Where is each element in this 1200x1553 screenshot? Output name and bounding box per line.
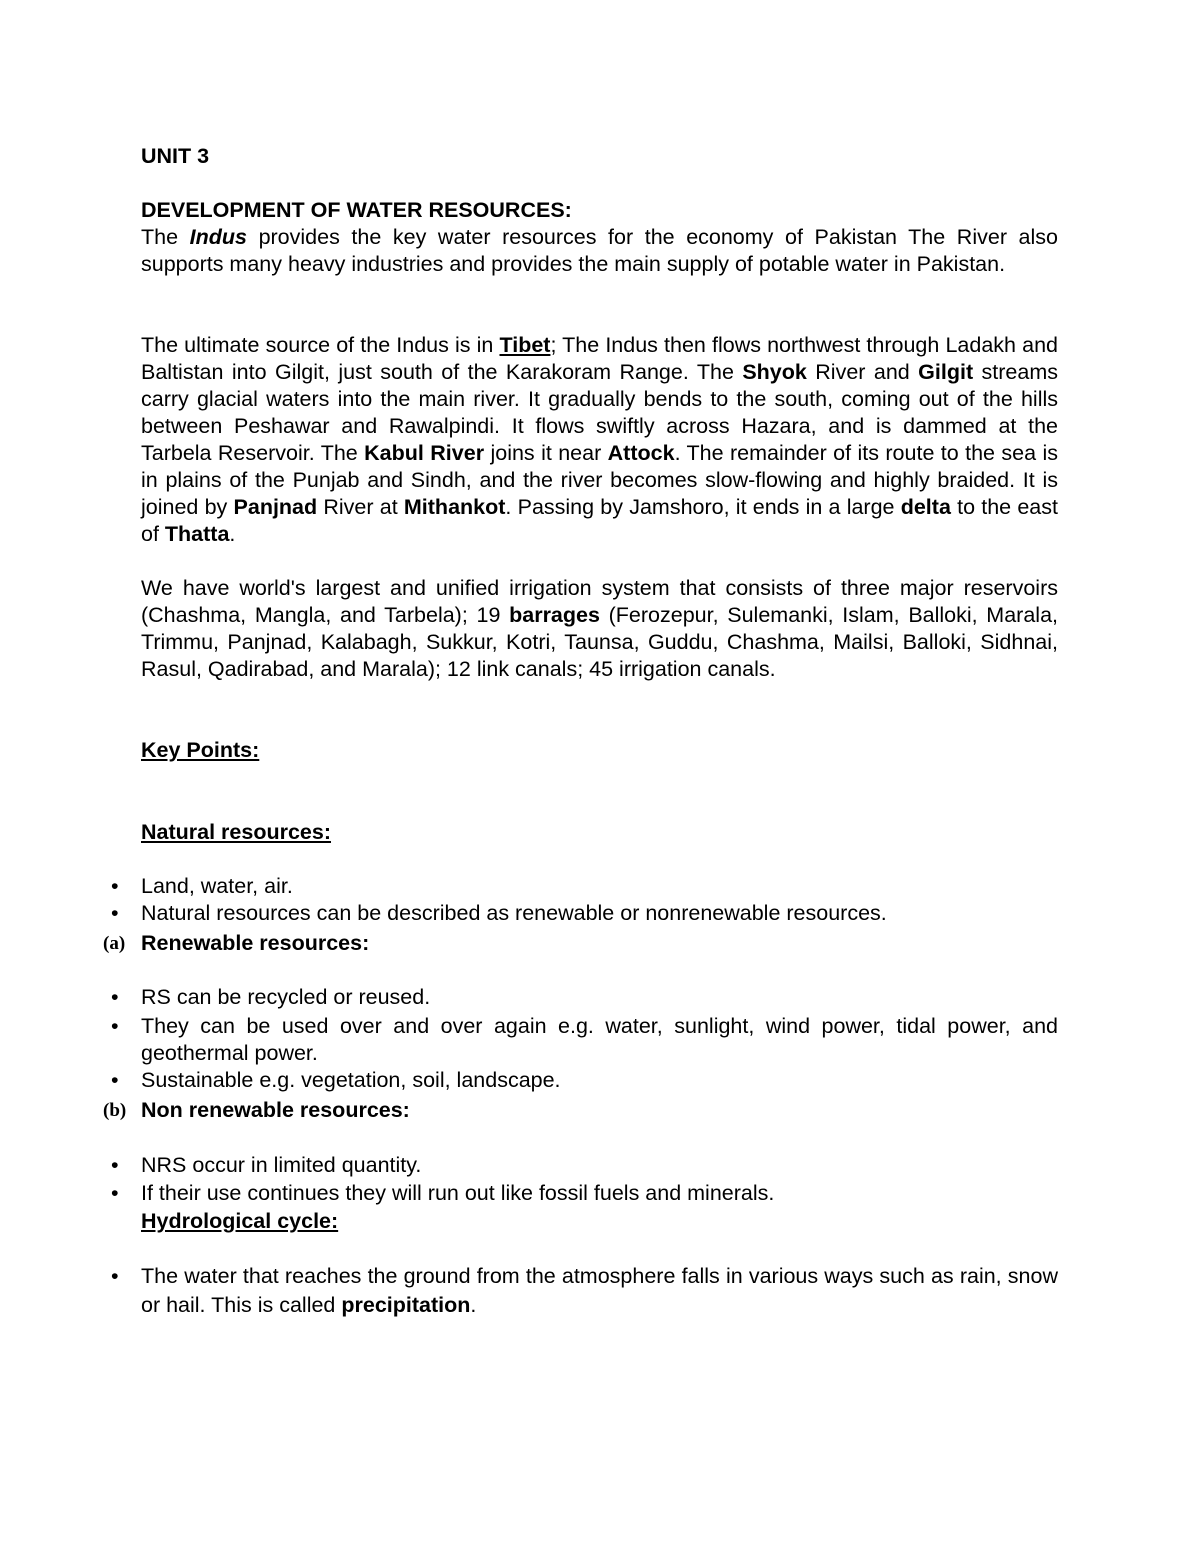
intro-paragraph: The Indus provides the key water resources for the economy of Pakistan The River also supports many heavy industries and provides the main supply of potable water in Pakistan.: [141, 225, 1058, 276]
hydrological-list: [111, 1262, 1058, 1320]
indus-course-paragraph: The ultimate source of the Indus is in Tibet; The Indus then flows northwest through Ladakh and Baltistan into Gilgit, just south of the Karakoram Range. The Shyok River and Gilgit streams carry glacial waters into the main river. It gradually bends to the south, coming out of the hills between Peshawar and Rawalpindi. It flows swiftly across Hazara, and is dammed at the Tarbela Reservoir. The Kabul River joins it near Attock. The remainder of its route to the sea is in plains of the Punjab and Sindh, and the river becomes slow-flowing and highly braided. It is joined by Panjnad River at Mithankot. Passing by Jamshoro, it ends in a large delta to the east of Thatta.: [141, 333, 1058, 546]
list-item: • Natural resources can be described as renewable or nonrenewable resources.: [111, 901, 887, 925]
natural-resources-heading: Natural resources:: [141, 820, 331, 844]
list-item: • NRS occur in limited quantity.: [111, 1153, 422, 1177]
indus-term: Indus: [189, 225, 247, 249]
hydrological-heading: Hydrological cycle:: [141, 1209, 339, 1233]
nonrenewable-label: (b): [103, 1100, 127, 1121]
section-heading: DEVELOPMENT OF WATER RESOURCES:: [141, 198, 572, 222]
nonrenewable-list: [111, 1152, 1058, 1207]
unit-title: UNIT 3: [141, 144, 210, 168]
natural-resources-list: [111, 873, 1058, 927]
list-item: • RS can be recycled or reused.: [111, 985, 431, 1009]
renewable-label: (a): [103, 933, 126, 954]
nonrenewable-heading: (b) Non renewable resources:: [103, 1098, 410, 1122]
renewable-heading: (a) Renewable resources:: [103, 931, 370, 955]
list-item: • The water that reaches the ground from the atmosphere falls in various ways such as rain, snow or hail. This is called precipitation.: [111, 1264, 1058, 1317]
irrigation-paragraph: We have world's largest and unified irrigation system that consists of three major reservoirs (Chashma, Mangla, and Tarbela); 19 barrages (Ferozepur, Sulemanki, Islam, Balloki, Marala, Trimmu, Panjnad, Kalabagh, Sukkur, Kotri, Taunsa, Guddu, Chashma, Mailsi, Balloki, Sidhnai, Rasul, Qadirabad, and Marala); 12 link canals; 45 irrigation canals.: [141, 576, 1058, 681]
list-item: • Sustainable e.g. vegetation, soil, landscape.: [111, 1068, 561, 1092]
list-item: • If their use continues they will run out like fossil fuels and minerals.: [111, 1181, 775, 1205]
list-item: • Land, water, air.: [111, 874, 293, 898]
tibet-term: Tibet: [499, 333, 551, 357]
renewable-list: [111, 984, 1058, 1094]
precipitation-term: precipitation: [341, 1293, 471, 1317]
list-item: • They can be used over and over again e.g. water, sunlight, wind power, tidal power, and geothermal power.: [111, 1014, 1058, 1065]
key-points-heading: Key Points:: [141, 738, 260, 762]
